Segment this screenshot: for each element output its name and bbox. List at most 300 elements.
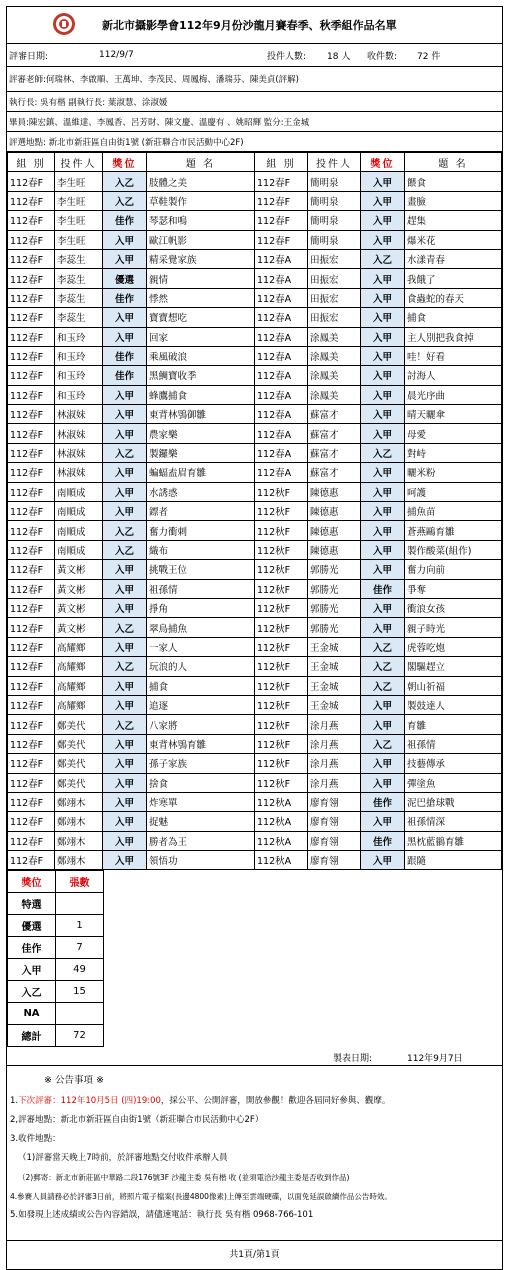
cell-award-2: 佳作	[361, 579, 405, 598]
cell-author: 和玉玲	[55, 385, 103, 404]
summary-award: 總計	[8, 1025, 56, 1047]
table-row	[8, 269, 502, 288]
cell-title-2: 主人別把我食掉	[405, 327, 502, 346]
works-value: 72 件	[417, 51, 441, 62]
meta-row	[7, 44, 502, 67]
summary-row	[8, 915, 104, 937]
table-row	[8, 249, 502, 268]
cell-group-2: 112春A	[255, 366, 308, 385]
note-1-red: 下次評審：112年10月5日 (四)19:00	[18, 1096, 161, 1107]
cell-title: 乘風破浪	[147, 346, 255, 365]
cell-group: 112春F	[8, 598, 55, 617]
cell-author-2: 廖育翎	[308, 831, 361, 850]
cell-title: 親情	[147, 269, 255, 288]
cell-award-2: 入甲	[361, 715, 405, 734]
date-label: 評審日期:	[9, 51, 49, 62]
cell-award-2: 入乙	[361, 657, 405, 676]
table-row	[8, 676, 502, 695]
cell-title-2: 捕食	[405, 308, 502, 327]
note-5: 5.如發現上述成績或公告內容錯誤，請儘速電話：執行長 吳有楷 0968-766-101	[10, 1210, 314, 1221]
cell-title-2: 泥巴搶球戰	[405, 792, 502, 811]
cell-title-2: 育雛	[405, 715, 502, 734]
cell-group-2: 112秋A	[255, 792, 308, 811]
summary-table	[7, 870, 104, 1047]
cell-author: 黃文彬	[55, 598, 103, 617]
cell-title-2: 食蟲蛇的春天	[405, 288, 502, 307]
cell-award: 入甲	[103, 327, 147, 346]
cell-group-2: 112春A	[255, 288, 308, 307]
cell-group-2: 112秋A	[255, 851, 308, 870]
cell-author: 李生旺	[55, 211, 103, 230]
cell-title: 黑鯛寶收季	[147, 366, 255, 385]
cell-title-2: 閣驅趕立	[405, 657, 502, 676]
cell-award-2: 入乙	[361, 734, 405, 753]
cell-award: 入乙	[103, 540, 147, 559]
summary-row	[8, 937, 104, 959]
cell-group: 112春F	[8, 405, 55, 424]
table-row	[8, 521, 502, 540]
cell-title: 製鑼樂	[147, 443, 255, 462]
summary-award: 入甲	[8, 959, 56, 981]
table-row	[8, 327, 502, 346]
cell-author: 鄭翊木	[55, 812, 103, 831]
cell-author-2: 蘇富才	[308, 463, 361, 482]
cell-title-2: 製鼓達人	[405, 695, 502, 714]
title-row	[7, 7, 502, 44]
document-page	[6, 6, 503, 1270]
summary-count: 7	[56, 937, 104, 959]
cell-group-2: 112秋F	[255, 560, 308, 579]
cell-title-2: 跟隨	[405, 851, 502, 870]
cell-award-2: 入乙	[361, 249, 405, 268]
cell-title: 悸然	[147, 288, 255, 307]
cell-group: 112春F	[8, 734, 55, 753]
cell-title-2: 彈塗魚	[405, 773, 502, 792]
cell-award-2: 入甲	[361, 211, 405, 230]
cell-award-2: 入甲	[361, 346, 405, 365]
cell-group-2: 112春F	[255, 230, 308, 249]
summary-count: 72	[56, 1025, 104, 1047]
cell-title: 織布	[147, 540, 255, 559]
document-frame	[6, 6, 503, 1270]
cell-group: 112春F	[8, 463, 55, 482]
cell-award-2: 入甲	[361, 269, 405, 288]
cell-award: 入甲	[103, 831, 147, 850]
cell-award-2: 入乙	[361, 676, 405, 695]
made-date-label: 製表日期:	[333, 1054, 373, 1065]
cell-group: 112春F	[8, 676, 55, 695]
table-row	[8, 191, 502, 210]
cell-author: 鄭翊木	[55, 851, 103, 870]
cell-award-2: 入甲	[361, 463, 405, 482]
cell-group: 112春F	[8, 366, 55, 385]
cell-award: 入甲	[103, 385, 147, 404]
cell-award-2: 入甲	[361, 540, 405, 559]
cell-award: 入甲	[103, 676, 147, 695]
cell-author-2: 簡明泉	[308, 191, 361, 210]
cell-title-2: 爭奪	[405, 579, 502, 598]
cell-award-2: 入甲	[361, 754, 405, 773]
summary-award: 特選	[8, 893, 56, 915]
cell-group-2: 112秋F	[255, 734, 308, 753]
summary-award: 優選	[8, 915, 56, 937]
document-title: 新北市攝影學會112年9月份沙龍月賽春季、秋季組作品名單	[102, 19, 397, 32]
cell-award-2: 入乙	[361, 637, 405, 656]
table-row	[8, 831, 502, 850]
cell-group: 112春F	[8, 502, 55, 521]
cell-group-2: 112秋F	[255, 754, 308, 773]
cell-award-2: 入甲	[361, 851, 405, 870]
cell-group-2: 112秋F	[255, 715, 308, 734]
cell-title: 回家	[147, 327, 255, 346]
cell-award: 入甲	[103, 754, 147, 773]
table-row	[8, 463, 502, 482]
cell-group: 112春F	[8, 637, 55, 656]
cell-title-2: 親子時光	[405, 618, 502, 637]
cell-group-2: 112春A	[255, 249, 308, 268]
note-3b: （2)郵寄：新北市新莊區中華路二段176號3F 沙龍主委 吳有楷 收 (並須電洽沙龍主委是否收到作品)	[18, 1173, 350, 1183]
cell-author: 鄭美代	[55, 754, 103, 773]
cell-title-2: 哇！好看	[405, 346, 502, 365]
cell-title-2: 爆米花	[405, 230, 502, 249]
cell-group: 112春F	[8, 560, 55, 579]
judges-line: 評審老師:何瑞林、李啟順、王萬坤、李茂民、周鳳梅、潘瑞芬、陳美貞(評解)	[7, 67, 502, 92]
cell-group-2: 112秋F	[255, 773, 308, 792]
cell-author: 林淑妹	[55, 443, 103, 462]
table-row	[8, 308, 502, 327]
table-row	[8, 230, 502, 249]
cell-group: 112春F	[8, 191, 55, 210]
cell-award: 入甲	[103, 851, 147, 870]
cell-author-2: 簡明泉	[308, 172, 361, 191]
cell-author: 鄭翊木	[55, 792, 103, 811]
summary-count: 15	[56, 981, 104, 1003]
cell-group-2: 112秋F	[255, 598, 308, 617]
cell-title: 玩浪的人	[147, 657, 255, 676]
cell-title: 蝙蝠盍眉育雛	[147, 463, 255, 482]
cell-title: 精采覺家族	[147, 249, 255, 268]
cell-title-2: 晴天曬傘	[405, 405, 502, 424]
cell-group-2: 112秋F	[255, 618, 308, 637]
cell-group-2: 112秋F	[255, 657, 308, 676]
table-row	[8, 424, 502, 443]
notes-section	[7, 1066, 502, 1240]
cell-award-2: 入甲	[361, 560, 405, 579]
cell-award: 入甲	[103, 812, 147, 831]
cell-award-2: 入甲	[361, 366, 405, 385]
cell-title-2: 討海人	[405, 366, 502, 385]
cell-group-2: 112春A	[255, 327, 308, 346]
cell-group: 112春F	[8, 443, 55, 462]
cell-title-2: 虎蓉吃炮	[405, 637, 502, 656]
cell-title: 掙角	[147, 598, 255, 617]
cell-award: 入乙	[103, 443, 147, 462]
cell-group-2: 112秋F	[255, 502, 308, 521]
made-date-value: 112年9月7日	[407, 1054, 463, 1065]
cell-author-2: 田振宏	[308, 288, 361, 307]
summary-row	[8, 893, 104, 915]
cell-title-2: 對峙	[405, 443, 502, 462]
cell-author-2: 簡明泉	[308, 230, 361, 249]
cell-author-2: 蘇富才	[308, 405, 361, 424]
cell-title-2: 製作酸菜(組作)	[405, 540, 502, 559]
cell-award: 入乙	[103, 657, 147, 676]
cell-award: 入甲	[103, 695, 147, 714]
cell-award-2: 入甲	[361, 618, 405, 637]
cell-group: 112春F	[8, 385, 55, 404]
cell-title-2: 餵食	[405, 172, 502, 191]
table-row	[8, 754, 502, 773]
cell-group-2: 112秋F	[255, 676, 308, 695]
cell-author-2: 涂鳳美	[308, 366, 361, 385]
cell-group: 112春F	[8, 812, 55, 831]
staff-line: 畢員:陳宏鎮、溫維達、李鳳香、呂芳財、陳文慶、溫慶有 、姚昭輝 監分:王金城	[7, 112, 502, 132]
col-author-header-2: 投件人	[308, 153, 361, 172]
cell-group: 112春F	[8, 424, 55, 443]
cell-author: 林淑妹	[55, 463, 103, 482]
cell-author-2: 涂月燕	[308, 734, 361, 753]
cell-group: 112春F	[8, 172, 55, 191]
cell-author: 南順成	[55, 502, 103, 521]
cell-award-2: 入甲	[361, 482, 405, 501]
cell-award-2: 入甲	[361, 424, 405, 443]
cell-award: 入甲	[103, 424, 147, 443]
cell-group-2: 112春A	[255, 346, 308, 365]
society-logo-icon	[52, 12, 76, 36]
cell-author: 林淑妹	[55, 424, 103, 443]
cell-award-2: 佳作	[361, 831, 405, 850]
cell-author-2: 陳德惠	[308, 502, 361, 521]
summary-count: 49	[56, 959, 104, 981]
cell-author-2: 涂月燕	[308, 773, 361, 792]
cell-author-2: 郭勝光	[308, 618, 361, 637]
cell-author-2: 田振宏	[308, 269, 361, 288]
notes-heading: ※ 公告事項 ※	[44, 1075, 104, 1087]
cell-title-2: 趕集	[405, 211, 502, 230]
cell-group: 112春F	[8, 482, 55, 501]
cell-author-2: 王金城	[308, 676, 361, 695]
cell-title: 蜂鷹捕食	[147, 385, 255, 404]
note-1	[10, 1092, 499, 1111]
cell-award: 優選	[103, 269, 147, 288]
cell-group-2: 112春A	[255, 405, 308, 424]
cell-group-2: 112春A	[255, 385, 308, 404]
cell-author: 和玉玲	[55, 327, 103, 346]
cell-award: 佳作	[103, 288, 147, 307]
cell-group-2: 112春A	[255, 463, 308, 482]
table-row	[8, 560, 502, 579]
cell-award: 入乙	[103, 521, 147, 540]
summary-row	[8, 1003, 104, 1025]
cell-title: 孫子家族	[147, 754, 255, 773]
cell-group: 112春F	[8, 249, 55, 268]
cell-author: 李生旺	[55, 172, 103, 191]
cell-group: 112春F	[8, 521, 55, 540]
cell-title-2: 母愛	[405, 424, 502, 443]
table-row	[8, 443, 502, 462]
col-group-header-2: 組 別	[255, 153, 308, 172]
table-row	[8, 792, 502, 811]
cell-group: 112春F	[8, 327, 55, 346]
cell-title: 八家將	[147, 715, 255, 734]
cell-author-2: 王金城	[308, 657, 361, 676]
cell-award: 入乙	[103, 191, 147, 210]
summary-award: 入乙	[8, 981, 56, 1003]
cell-group: 112春F	[8, 792, 55, 811]
cell-group: 112春F	[8, 288, 55, 307]
col-title-header-2: 題 名	[405, 153, 502, 172]
cell-title-2: 黑枕藍鶲育雛	[405, 831, 502, 850]
table-row	[8, 288, 502, 307]
cell-title: 草鞋製作	[147, 191, 255, 210]
cell-title-2: 捕魚苗	[405, 502, 502, 521]
cell-award-2: 入甲	[361, 288, 405, 307]
summary-count	[56, 893, 104, 915]
cell-title: 水誘惑	[147, 482, 255, 501]
cell-group: 112春F	[8, 851, 55, 870]
cell-award-2: 入甲	[361, 502, 405, 521]
cell-title: 鏢者	[147, 502, 255, 521]
cell-author: 高耀鄉	[55, 637, 103, 656]
cell-title-2: 衝浪女孩	[405, 598, 502, 617]
cell-author-2: 王金城	[308, 695, 361, 714]
cell-award: 入甲	[103, 734, 147, 753]
cell-author-2: 涂鳳美	[308, 346, 361, 365]
cell-group: 112春F	[8, 715, 55, 734]
cell-title-2: 蒼燕鷗育雛	[405, 521, 502, 540]
cell-award-2: 入甲	[361, 308, 405, 327]
cell-award: 入甲	[103, 482, 147, 501]
cell-award-2: 入甲	[361, 405, 405, 424]
note-4: 4.參賽人員請務必於評審3日前，將照片電子檔案(長邊4800像素)上傳至雲端硬碟，以面免延誤啟續作品公告時效。	[10, 1192, 392, 1202]
cell-author: 高耀鄉	[55, 695, 103, 714]
cell-title: 捉魅	[147, 812, 255, 831]
cell-author-2: 廖育翎	[308, 792, 361, 811]
cell-author: 黃文彬	[55, 579, 103, 598]
cell-group: 112春F	[8, 618, 55, 637]
cell-title: 炸寒單	[147, 792, 255, 811]
cell-award-2: 入乙	[361, 443, 405, 462]
cell-group-2: 112秋F	[255, 482, 308, 501]
table-row	[8, 773, 502, 792]
summary-award: NA	[8, 1003, 56, 1025]
made-date-row	[7, 1047, 502, 1066]
cell-title-2: 曬米粉	[405, 463, 502, 482]
table-row	[8, 812, 502, 831]
cell-group: 112春F	[8, 831, 55, 850]
cell-award: 入乙	[103, 618, 147, 637]
cell-author: 李蕊生	[55, 308, 103, 327]
cell-title: 歐江帆影	[147, 230, 255, 249]
cell-author-2: 陳德惠	[308, 521, 361, 540]
col-group-header: 組 別	[8, 153, 55, 172]
cell-author: 李蕊生	[55, 269, 103, 288]
note-3a: （1)評審當天晚上7時前，於評審地點交付收件承辦人員	[18, 1153, 228, 1164]
cell-author-2: 廖育翎	[308, 812, 361, 831]
cell-author-2: 涂月燕	[308, 715, 361, 734]
entrants-label: 投件人數:	[267, 51, 307, 62]
cell-title: 祖孫情	[147, 579, 255, 598]
cell-award: 入甲	[103, 308, 147, 327]
cell-award-2: 入甲	[361, 385, 405, 404]
cell-award-2: 入甲	[361, 598, 405, 617]
cell-title-2: 呵護	[405, 482, 502, 501]
cell-author: 南順成	[55, 482, 103, 501]
cell-award: 佳作	[103, 366, 147, 385]
cell-group-2: 112春F	[255, 172, 308, 191]
cell-author: 鄭美代	[55, 715, 103, 734]
cell-author: 林淑妹	[55, 405, 103, 424]
cell-title: 追逐	[147, 695, 255, 714]
cell-title: 東背林鴞育雛	[147, 734, 255, 753]
table-row	[8, 366, 502, 385]
col-award-header: 獎位	[103, 153, 147, 172]
cell-group-2: 112春F	[255, 191, 308, 210]
cell-group-2: 112秋F	[255, 540, 308, 559]
cell-award: 佳作	[103, 346, 147, 365]
cell-author: 南順成	[55, 521, 103, 540]
col-author-header: 投件人	[55, 153, 103, 172]
cell-title-2: 技藝傳承	[405, 754, 502, 773]
cell-award: 入甲	[103, 773, 147, 792]
table-row	[8, 405, 502, 424]
cell-title-2: 奮力向前	[405, 560, 502, 579]
cell-author-2: 田振宏	[308, 308, 361, 327]
entrants-value: 18 人	[327, 51, 351, 62]
cell-group-2: 112秋F	[255, 695, 308, 714]
cell-award: 入甲	[103, 598, 147, 617]
cell-group: 112春F	[8, 230, 55, 249]
cell-title: 挑戰王位	[147, 560, 255, 579]
cell-award-2: 入甲	[361, 172, 405, 191]
cell-award: 入甲	[103, 579, 147, 598]
cell-award-2: 入甲	[361, 695, 405, 714]
cell-award-2: 入甲	[361, 191, 405, 210]
cell-author: 南順成	[55, 540, 103, 559]
cell-author-2: 蘇富才	[308, 443, 361, 462]
table-row	[8, 502, 502, 521]
cell-author-2: 田振宏	[308, 249, 361, 268]
cell-author-2: 涂鳳美	[308, 385, 361, 404]
cell-group-2: 112秋F	[255, 579, 308, 598]
cell-award: 入乙	[103, 172, 147, 191]
cell-author: 鄭美代	[55, 734, 103, 753]
table-row	[8, 172, 502, 191]
cell-title: 領悟功	[147, 851, 255, 870]
cell-group: 112春F	[8, 695, 55, 714]
cell-award-2: 入甲	[361, 812, 405, 831]
table-row	[8, 211, 502, 230]
works-label: 收件數:	[367, 51, 398, 62]
cell-award-2: 入甲	[361, 230, 405, 249]
table-row	[8, 734, 502, 753]
cell-award-2: 入甲	[361, 521, 405, 540]
table-row	[8, 346, 502, 365]
cell-title: 翠鳥捕魚	[147, 618, 255, 637]
cell-author-2: 王金城	[308, 637, 361, 656]
summary-award-header: 獎位	[8, 871, 56, 893]
table-row	[8, 618, 502, 637]
cell-award: 入甲	[103, 502, 147, 521]
table-row	[8, 540, 502, 559]
table-row	[8, 385, 502, 404]
cell-author: 和玉玲	[55, 366, 103, 385]
cell-title-2: 朝山祈福	[405, 676, 502, 695]
cell-award: 入甲	[103, 405, 147, 424]
summary-count	[56, 1003, 104, 1025]
table-row	[8, 579, 502, 598]
cell-group-2: 112春A	[255, 443, 308, 462]
